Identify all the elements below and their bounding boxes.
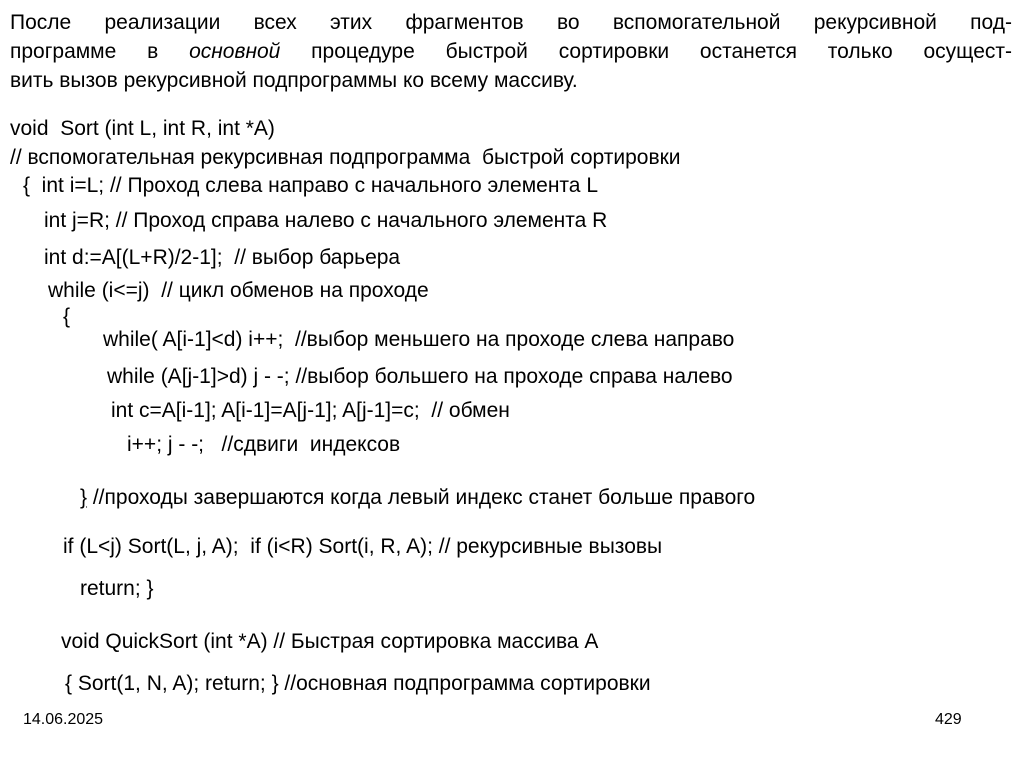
close-brace-comment: //проходы завершаются когда левый индекс станет больше правого — [87, 486, 756, 509]
close-brace: } — [80, 486, 88, 509]
code-line-13: if (L<j) Sort(L, j, A); if (i<R) Sort(i, R, A); // рекурсивные вызовы — [63, 535, 663, 558]
code-line-12 — [80, 486, 755, 510]
code-line-4: int j=R; // Проход справа налево с начального элемента R — [44, 209, 608, 232]
code-line-9: while (A[j-1]>d) j - -; //выбор большего на проходе справа налево — [107, 365, 733, 388]
intro-paragraph — [10, 8, 1012, 95]
page-number: 429 — [935, 711, 962, 728]
code-line-6: while (i<=j) // цикл обменов на проходе — [48, 279, 429, 302]
code-line-16: { Sort(1, N, A); return; } //основная подпрограмма сортировки — [65, 672, 651, 695]
code-line-7: { — [63, 305, 71, 328]
intro-line-2-end: процедуре быстрой сортировки останется только осущест- — [280, 40, 1012, 63]
intro-line-2-start: программе в — [10, 40, 190, 63]
code-line-11: i++; j - -; //сдвиги индексов — [127, 433, 401, 456]
code-line-2: // вспомогательная рекурсивная подпрограмма быстрой сортировки — [10, 146, 681, 169]
code-line-15: void QuickSort (int *A) // Быстрая сортировка массива A — [61, 630, 599, 653]
intro-line-1: После реализации всех этих фрагментов во вспомогательной рекурсивной под- — [10, 11, 1012, 34]
footer-date: 14.06.2025 — [23, 711, 104, 728]
intro-line-3: вить вызов рекурсивной подпрограммы ко всему массиву. — [10, 69, 578, 92]
code-line-14: return; } — [80, 577, 154, 600]
code-line-3: { int i=L; // Проход слева направо с начального элемента L — [23, 174, 598, 197]
code-line-10: int c=A[i-1]; A[i-1]=A[j-1]; A[j-1]=c; // обмен — [111, 399, 510, 422]
code-line-5: int d:=A[(L+R)/2-1]; // выбор барьера — [44, 246, 401, 269]
code-line-1: void Sort (int L, int R, int *A) — [10, 117, 275, 140]
intro-emphasis: основной — [189, 40, 281, 63]
intro-line-2 — [10, 37, 1012, 66]
code-line-8: while( A[i-1]<d) i++; //выбор меньшего на проходе слева направо — [103, 328, 735, 351]
